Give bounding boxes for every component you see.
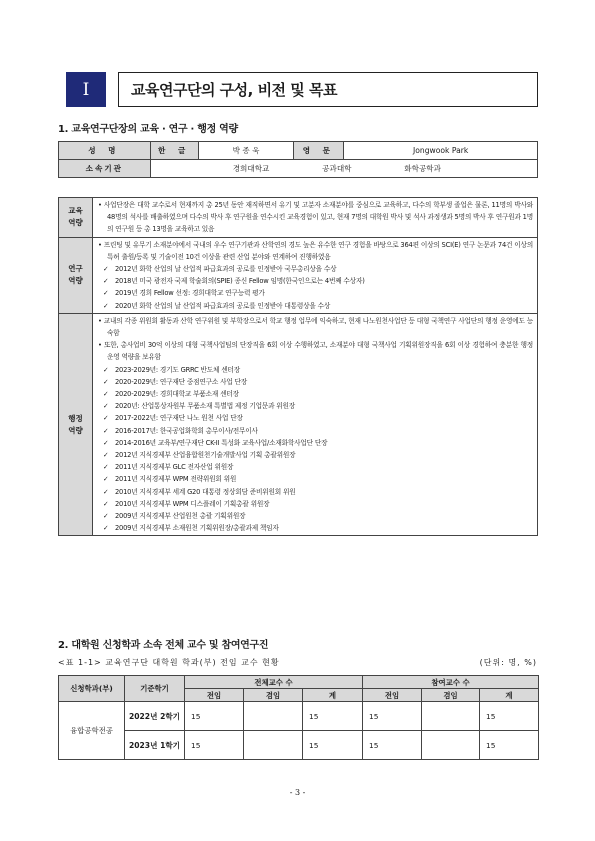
semester-cell: 2022년 2학기 [125, 702, 185, 731]
part-invited-cell [422, 702, 480, 731]
part-fulltime-header: 전임 [363, 689, 422, 702]
affiliation-label: 소속기관 [59, 160, 151, 178]
capability-body [93, 198, 538, 238]
check-text: 2020-2029년: 경희대학교 부품소재 센터장 [115, 390, 239, 399]
checkmark-icon: ✓ [103, 426, 109, 435]
bullet-icon: • [98, 341, 104, 350]
bullet-text: 또한, 총사업비 30억 이상의 대형 국책사업팀의 단장직을 6회 이상 수행하였고, 소재분야 대형 국책사업 기획위원장직을 6회 이상 경험하여 충분한 행정 운영 역량을 보유함 [103, 341, 534, 362]
part-invited-cell [422, 731, 480, 760]
capability-row [59, 237, 538, 313]
check-item [97, 425, 533, 437]
check-item [97, 510, 533, 522]
check-item [97, 473, 533, 485]
checkmark-icon: ✓ [103, 438, 109, 447]
check-item [97, 412, 533, 424]
college-value: 공과대학 [322, 164, 352, 173]
check-text: 2010년 지식경제부 세계 G20 대통령 정상회담 준비위원회 위원 [115, 487, 296, 496]
bullet-text: 사업단장은 대학 교수로서 현재까지 총 25년 동안 재직하면서 유기 및 고분자 소재분야를 중심으로 교육하고, 다수의 학부생 졸업은 물론, 11명의 박사와 48명의 석사를 배출하였으며 다수의 박사 후 연구원을 연수시킨 교육경험이 있고, 현재 7명의 대학원 박사 및 석사 과정생과 5명의 박사 후 연구원과 1명의 연구원 등 총 13명을 교육하고 있음 [103, 201, 533, 234]
bullet-item [97, 315, 533, 339]
total-faculty-header: 전체교수 수 [185, 676, 363, 689]
korean-name-label: 한 글 [150, 142, 198, 160]
dept-header: 신청학과(부) [59, 676, 125, 702]
total-fulltime-header: 전임 [185, 689, 244, 702]
bullet-icon: • [98, 240, 104, 249]
check-item [97, 300, 533, 312]
korean-name-value: 박 종 욱 [198, 142, 294, 160]
part-sum-header: 계 [480, 689, 539, 702]
table-caption: <표 1-1> 교육연구단 대학원 학과(부) 전임 교수 현황 [58, 658, 280, 667]
check-text: 2012년 지식경제부 산업융합원천기술개발사업 기획 총괄위원장 [115, 451, 296, 460]
checkmark-icon: ✓ [103, 414, 109, 423]
bullet-item [97, 199, 533, 236]
check-item [97, 498, 533, 510]
checkmark-icon: ✓ [103, 277, 109, 286]
section-1-title: 1. 교육연구단장의 교육 · 연구 · 행정 역량 [58, 124, 238, 135]
part-fulltime-cell: 15 [363, 731, 422, 760]
capability-label: 교육 역량 [59, 198, 93, 238]
dept-name: 융합공학전공 [59, 702, 125, 760]
period-header: 기준학기 [125, 676, 185, 702]
director-info-table [58, 141, 538, 178]
capability-row [59, 198, 538, 238]
check-item [97, 263, 533, 275]
check-text: 2020년 화학 산업의 날 산업적 파급효과의 공로를 인정받아 대통령상을 수상 [115, 301, 331, 310]
check-text: 2019년 경희 Fellow 선정: 경희대학교 연구능력 평가 [115, 289, 265, 298]
total-invited-header: 겸임 [244, 689, 303, 702]
bullet-icon: • [98, 316, 104, 325]
check-text: 2023-2029년: 경기도 GRRC 반도체 센터장 [115, 365, 241, 374]
bullet-item [97, 339, 533, 363]
part-sum-cell: 15 [480, 731, 539, 760]
checkmark-icon: ✓ [103, 487, 109, 496]
checkmark-icon: ✓ [103, 365, 109, 374]
total-sum-cell: 15 [303, 731, 363, 760]
checkmark-icon: ✓ [103, 301, 109, 310]
check-item [97, 449, 533, 461]
checkmark-icon: ✓ [103, 524, 109, 533]
faculty-table [58, 675, 539, 760]
checkmark-icon: ✓ [103, 402, 109, 411]
check-text: 2014-2016년 교육부/연구재단 CK-II 특성화 교육사업/소재화학사업단 단장 [115, 438, 328, 447]
check-item [97, 400, 533, 412]
bullet-item [97, 239, 533, 263]
capability-label: 행정 역량 [59, 313, 93, 536]
affiliation-value [150, 160, 537, 178]
check-text: 2018년 미국 광전자 국제 학술회의(SPIE) 종신 Fellow 임명(한국인으로는 4번째 수상자) [115, 277, 365, 286]
total-sum-header: 계 [303, 689, 363, 702]
bullet-text: 교내의 각종 위원회 활동과 산학 연구위원 및 부학장으로서 학교 행정 업무에 익숙하고, 현재 나노원천사업단 등 대형 국책연구 사업단의 행정 운영에도 능숙함 [103, 316, 533, 338]
part-fulltime-cell: 15 [363, 702, 422, 731]
checkmark-icon: ✓ [103, 499, 109, 508]
english-name-value: Jongwook Park [344, 142, 538, 160]
total-invited-cell [244, 702, 303, 731]
capability-table [58, 197, 538, 536]
checkmark-icon: ✓ [103, 377, 109, 386]
capability-row [59, 313, 538, 536]
check-text: 2011년 지식경제부 GLC 전자산업 위원장 [115, 463, 234, 472]
english-name-label: 영 문 [294, 142, 344, 160]
table-row [59, 702, 539, 731]
check-item [97, 437, 533, 449]
chapter-title: 교육연구단의 구성, 비전 및 목표 [118, 72, 538, 107]
check-item [97, 388, 533, 400]
part-sum-cell: 15 [480, 702, 539, 731]
check-text: 2011년 지식경제부 WPM 전략위원회 위원 [115, 475, 237, 484]
check-item [97, 376, 533, 388]
check-item [97, 287, 533, 299]
check-text: 2012년 화학 산업의 날 산업적 파급효과의 공로를 인정받아 국무총리상을 수상 [115, 265, 337, 274]
total-invited-cell [244, 731, 303, 760]
check-item [97, 522, 533, 534]
checkmark-icon: ✓ [103, 265, 109, 274]
check-text: 2010년 지식경제부 WPM 디스플레이 기획총괄 위원장 [115, 499, 270, 508]
check-item [97, 275, 533, 287]
check-item [97, 364, 533, 376]
bullet-text: 프린팅 및 유무기 소재분야에서 국내의 우수 연구기관과 산학연의 경도 높은 유수한 연구 경험을 바탕으로 364편 이상의 SCI(E) 연구 논문과 74건 이상의 특허 출원/등록 및 기술이전 10건 이상을 관련 산업 분야와 연계하여 진행하였음 [103, 240, 534, 261]
check-text: 2009년 지식경제부 소재원천 기획위원장/총괄과제 책임자 [115, 524, 279, 533]
total-sum-cell: 15 [303, 702, 363, 731]
bullet-icon: • [98, 201, 104, 209]
check-text: 2017-2022년: 연구재단 나노 원천 사업 단장 [115, 414, 243, 423]
check-text: 2016-2017년: 한국공업화학회 총무이사/전무이사 [115, 426, 258, 435]
chapter-number: I [66, 72, 106, 107]
check-item [97, 486, 533, 498]
checkmark-icon: ✓ [103, 451, 109, 460]
capability-label: 연구 역량 [59, 237, 93, 313]
checkmark-icon: ✓ [103, 512, 109, 521]
table-row [59, 731, 539, 760]
check-text: 2020년: 산업통상자원부 무품소재 특별법 제정 기업문과 위원장 [115, 402, 296, 411]
semester-cell: 2023년 1학기 [125, 731, 185, 760]
checkmark-icon: ✓ [103, 463, 109, 472]
total-fulltime-cell: 15 [185, 731, 244, 760]
checkmark-icon: ✓ [103, 390, 109, 399]
check-text: 2020-2029년: 연구재단 중점연구소 사업 단장 [115, 377, 248, 386]
university-value: 경희대학교 [232, 164, 270, 173]
name-label: 성 명 [59, 142, 151, 160]
checkmark-icon: ✓ [103, 289, 109, 298]
check-item [97, 461, 533, 473]
participating-faculty-header: 참여교수 수 [363, 676, 539, 689]
table-unit: (단위: 명, %) [479, 658, 537, 667]
page-number: - 3 - [289, 788, 306, 797]
total-fulltime-cell: 15 [185, 702, 244, 731]
part-invited-header: 겸임 [422, 689, 480, 702]
department-value: 화학공학과 [404, 164, 441, 173]
capability-body [93, 313, 538, 536]
capability-body [93, 237, 538, 313]
check-text: 2009년 지식경제부 산업원천 총괄 기획위원장 [115, 512, 246, 521]
checkmark-icon: ✓ [103, 475, 109, 484]
section-2-title: 2. 대학원 신청학과 소속 전체 교수 및 참여연구진 [58, 640, 269, 651]
